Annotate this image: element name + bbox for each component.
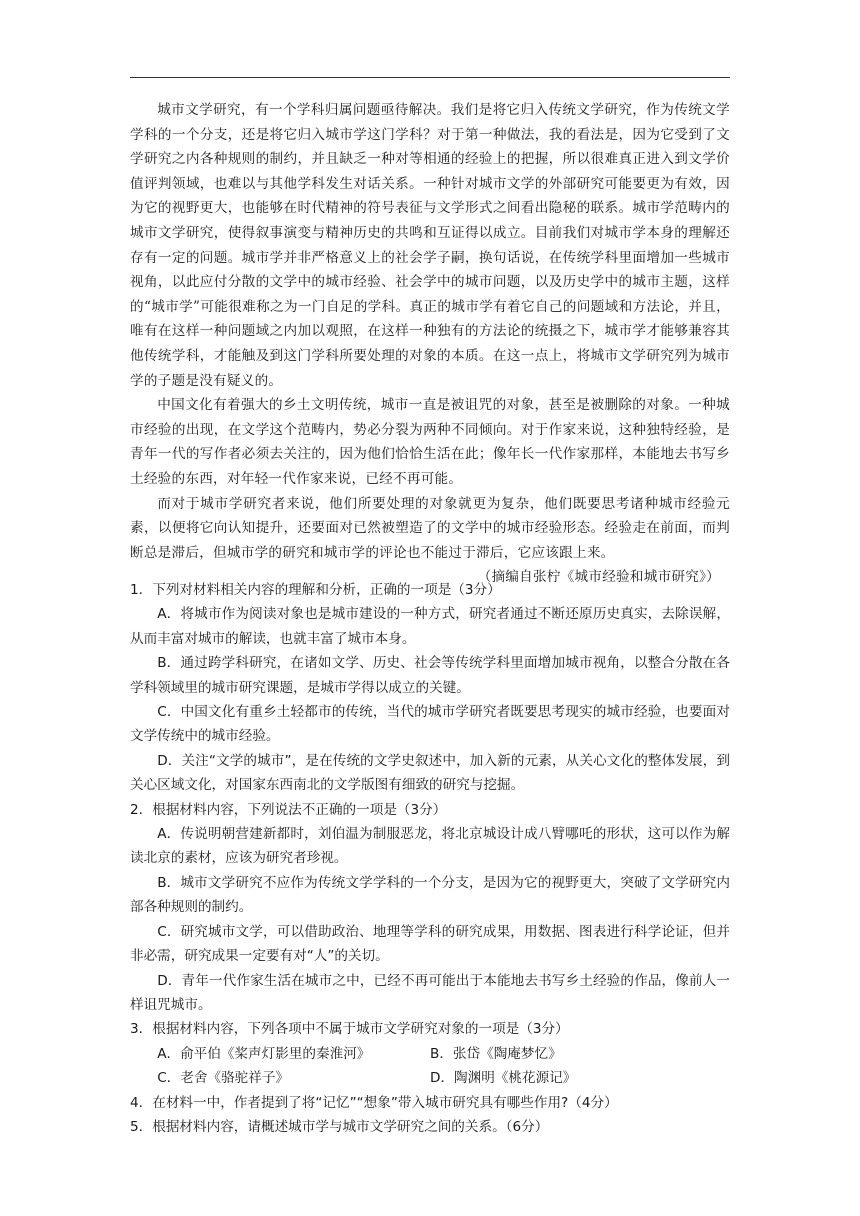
question-3-option-d: D．陶渊明《桃花源记》 <box>430 1070 577 1087</box>
question-5-stem: 5．根据材料内容，请概述城市学与城市文学研究之间的关系。（6分） <box>130 1118 549 1135</box>
passage-paragraph-2: 中国文化有着强大的乡土文明传统，城市一直是被诅咒的对象，甚至是被删除的对象。一种城市经验的出现，在文学这个范畴内，势必分裂为两种不同倾向。对于作家来说，这种独特经验，是青年一代的写作者必须去关注的，因为他们恰恰生活在此；像年长一代作家那样，本能地去书写乡土经验的东西，对年轻一代作家来说，已经不再可能。 <box>130 397 730 487</box>
header-rule <box>130 77 730 78</box>
question-3-options-row-2 <box>130 1066 730 1090</box>
passage-source: （摘编自张柠《城市经验和城市研究》） <box>477 569 720 586</box>
question-1-option-d: D．关注“文学的城市”，是在传统的文学史叙述中，加入新的元素，从关心文化的整体发展，到关心区域文化，对国家东西南北的文学版图有细致的研究与挖掘。 <box>130 752 730 794</box>
passage-paragraph-1: 城市文学研究，有一个学科归属问题亟待解决。我们是将它归入传统文学研究，作为传统文学学科的一个分支，还是将它归入城市学这门学科？对于第一种做法，我的看法是，因为它受到了文学研究之内各种规则的制约，并且缺乏一种对等相通的经验上的把握，所以很难真正进入到文学价值评判领域，也难以与其他学科发生对话关系。一种针对城市文学的外部研究可能要更为有效，因为它的视野更大，也能够在时代精神的符号表征与文学形式之间看出隐秘的联系。城市学范畴内的城市文学研究，使得叙事演变与精神历史的共鸣和互证得以成立。目前我们对城市学本身的理解还存有一定的问题。城市学并非严格意义上的社会学子嗣，换句话说，在传统学科里面增加一些城市视角，以此应付分散的文学中的城市经验、社会学中的城市问题，以及历史学中的城市主题，这样的“城市学”可能很难称之为一门自足的学科。真正的城市学有着它自己的问题域和方法论，并且，唯有在这样一种问题域之内加以观照，在这样一种独有的方法论的统摄之下，城市学才能够兼容其他传统学科，才能触及到这门学科所要处理的对象的本质。在这一点上，将城市文学研究列为城市学的子题是没有疑义的。 <box>130 102 730 389</box>
question-list <box>130 578 730 1139</box>
question-2-option-b: B．城市文学研究不应作为传统文学学科的一个分支，是因为它的视野更大，突破了文学研究内部各种规则的制约。 <box>130 874 730 916</box>
question-2-option-d: D．青年一代作家生活在城市之中，已经不再可能出于本能地去书写乡土经验的作品，像前人一样诅咒城市。 <box>130 972 730 1013</box>
question-1-option-b: B．通过跨学科研究，在诸如文学、历史、社会等传统学科里面增加城市视角，以整合分散在各学科领域里的城市研究课题，是城市学得以成立的关键。 <box>130 655 730 696</box>
passage-paragraph-3: 而对于城市学研究者来说，他们所要处理的对象就更为复杂，他们既要思考诸种城市经验元素，以便将它向认知提升，还要面对已然被塑造了的文学中的城市经验形态。经验走在前面，而判断总是滞后，但城市学的研究和城市学的评论也不能过于滞后，它应该跟上来。 <box>130 495 730 561</box>
question-2-option-c: C．研究城市文学，可以借助政治、地理等学科的研究成果，用数据、图表进行科学论证，但并非必需，研究成果一定要有对“人”的关切。 <box>130 923 730 965</box>
question-1-option-c: C．中国文化有重乡土轻都市的传统，当代的城市学研究者既要思考现实的城市经验，也要面对文学传统中的城市经验。 <box>130 704 730 745</box>
question-1-stem: 1．下列对材料相关内容的理解和分析，正确的一项是（3分） <box>130 582 501 598</box>
question-3-stem: 3．根据材料内容，下列各项中不属于城市文学研究对象的一项是（3分） <box>130 1021 569 1038</box>
question-3-options-row-1 <box>130 1042 730 1066</box>
question-2-option-a: A．传说明朝营建新都时，刘伯温为制服恶龙，将北京城设计成八臂哪吒的形状，这可以作为解读北京的素材，应该为研究者珍视。 <box>130 826 730 867</box>
reading-passage <box>130 98 730 590</box>
question-2-stem: 2．根据材料内容，下列说法不正确的一项是（3分） <box>130 801 447 818</box>
question-3-option-c: C．老舍《骆驼祥子》 <box>157 1070 290 1087</box>
question-1-option-a: A．将城市作为阅读对象也是城市建设的一种方式，研究者通过不断还原历史真实，去除误解，从而丰富对城市的解读，也就丰富了城市本身。 <box>130 606 730 647</box>
question-3-option-b: B．张岱《陶庵梦忆》 <box>430 1045 562 1062</box>
question-4-stem: 4．在材料一中，作者提到了将“记忆”“想象”带入城市研究具有哪些作用?（4分） <box>130 1094 618 1111</box>
question-3-option-a: A．俞平伯《桨声灯影里的秦淮河》 <box>157 1045 371 1062</box>
